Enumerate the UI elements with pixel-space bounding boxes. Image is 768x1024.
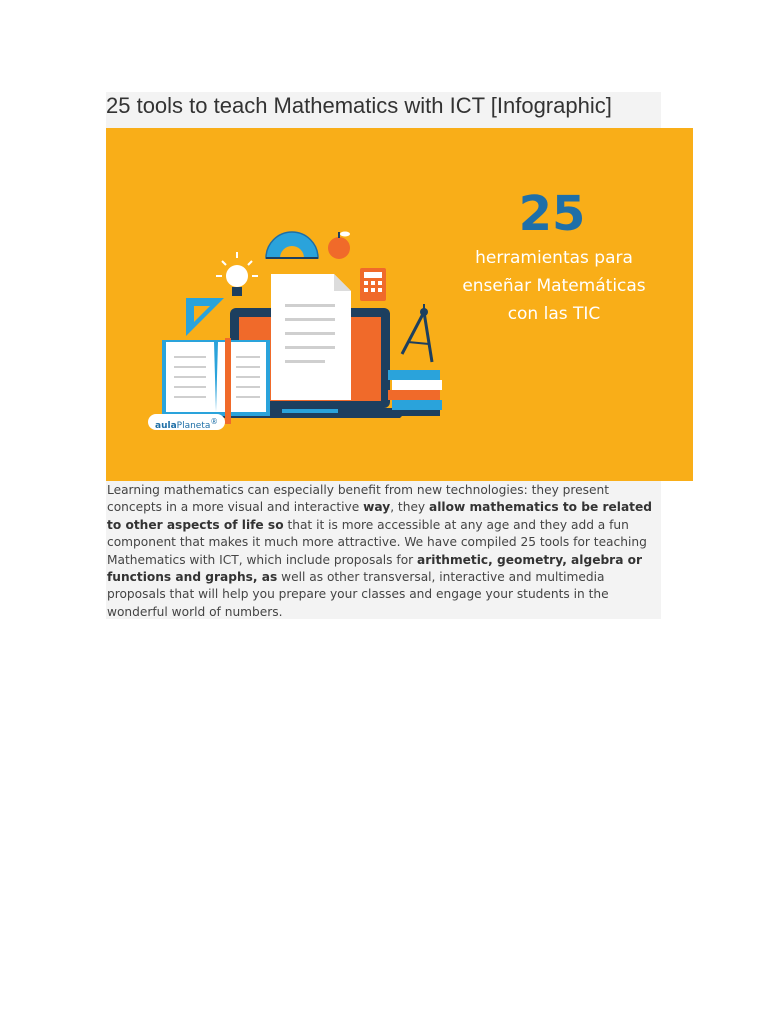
paragraph-run-bold: allow mathematics to be related to other aspects of life so	[107, 500, 652, 532]
apple-icon	[328, 232, 350, 260]
banner-number: 25	[518, 186, 586, 242]
infographic-banner	[106, 128, 693, 481]
paragraph-run: , they	[390, 500, 430, 515]
banner-line: herramientas para	[475, 248, 633, 268]
lightbulb-icon	[216, 252, 258, 296]
open-book-icon	[162, 338, 270, 424]
logo-part-1: aula	[155, 421, 177, 431]
logo-part-2: Planeta	[176, 421, 211, 431]
book-stack-icon	[388, 370, 442, 416]
compass-icon	[402, 304, 432, 362]
page-title: 25 tools to teach Mathematics with ICT [Infographic]	[106, 93, 612, 118]
body-panel	[106, 481, 661, 619]
document-icon	[271, 274, 351, 400]
calculator-icon	[360, 268, 386, 301]
logo-mark: ®	[210, 417, 218, 426]
set-square-icon	[186, 298, 224, 336]
paragraph-run: Learning mathematics can especially benefit from new technologies: they present concepts in a more visual and interactive	[107, 483, 609, 515]
aulaplaneta-logo	[148, 414, 225, 430]
paragraph-run-bold: way	[363, 500, 391, 515]
banner-line: con las TIC	[507, 304, 601, 324]
intro-paragraph	[107, 482, 663, 621]
paragraph-run: well as other transversal, interactive and multimedia proposals that will help you prepare your classes and engage your students in the wonderful world of numbers.	[107, 570, 609, 619]
banner-headline	[436, 244, 672, 328]
title-panel	[106, 92, 661, 128]
paragraph-run: that it is more accessible at any age and they add a fun component that makes it much more attractive. We have compiled 25 tools for teaching Mathematics with ICT, which include proposals for	[107, 517, 647, 567]
banner-line: enseñar Matemáticas	[462, 276, 646, 296]
paragraph-run-bold: arithmetic, geometry, algebra or functions and graphs, as	[107, 552, 643, 585]
protractor-icon	[266, 232, 318, 258]
